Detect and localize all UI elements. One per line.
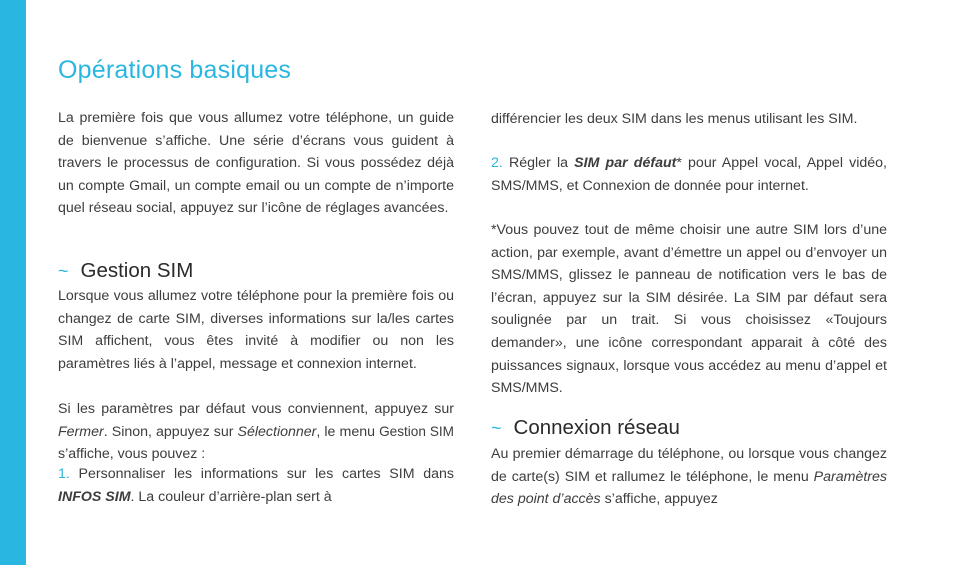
gestion-paragraph-1: Lorsque vous allumez votre téléphone pour la première fois ou changez de carte SIM, diverses informations sur la/les cartes SIM affichent, vous êtes invité à modifier ou non les paramètres liés à l’appel, message et connexion internet. xyxy=(58,288,454,372)
text-run: * pour Appel vocal, Appel vidéo, SMS/MMS, et Connexion de donnée pour internet. xyxy=(491,155,887,194)
text-run: Régler la xyxy=(502,155,575,171)
text-run: . Sinon, appuyez sur xyxy=(103,423,238,440)
connexion-paragraph xyxy=(491,443,887,511)
list-number: 2. xyxy=(491,155,503,171)
page-title: Opérations basiques xyxy=(58,56,292,84)
intro-paragraph: La première fois que vous allumez votre téléphone, un guide de bienvenue s’affiche. Une série d’écrans vous guident à travers le processus de configuration. Si vous possédez déjà un compte Gmail, un compte email ou un compte de n’importe quel réseau social, appuyez sur l’icône de réglages avancées. xyxy=(58,110,454,217)
gestion-paragraph-2 xyxy=(58,398,454,466)
sidebar-accent-bar xyxy=(0,0,26,565)
heading-text: Gestion SIM xyxy=(80,259,194,282)
tilde-bullet: ~ xyxy=(491,418,502,438)
continued-paragraph: différencier les deux SIM dans les menus utilisant les SIM. xyxy=(491,111,858,127)
text-run: s’affiche, vous pouvez : xyxy=(58,446,206,463)
text-run: s’affiche, appuyez xyxy=(600,491,718,508)
infos-sim-label: INFOS SIM xyxy=(58,488,131,505)
text-run: . La couleur d’arrière-plan sert à xyxy=(130,488,332,505)
list-number: 1. xyxy=(58,466,70,482)
parametres-points-acces-label: Paramètres des point d’accès xyxy=(491,468,887,508)
text-run: , le menu xyxy=(316,423,380,440)
list-item-2 xyxy=(491,152,887,197)
list-item-1 xyxy=(58,463,454,508)
heading-text: Connexion réseau xyxy=(513,416,680,439)
text-run: Si les paramètres par défaut vous conviennent, appuyez sur xyxy=(58,401,454,417)
fermer-label: Fermer xyxy=(58,423,104,440)
tilde-bullet: ~ xyxy=(58,261,69,281)
section-heading-connexion-reseau xyxy=(491,414,680,442)
text-run: Au premier démarrage du téléphone, ou lorsque vous changez de carte(s) SIM et rallumez le téléphone, le menu xyxy=(491,446,887,485)
sim-par-defaut-label: SIM par défaut xyxy=(574,155,677,171)
selectionner-label: Sélectionner xyxy=(237,423,317,440)
section-heading-gestion-sim xyxy=(58,257,193,285)
note-paragraph: *Vous pouvez tout de même choisir une autre SIM lors d’une action, par exemple, avant d’émettre un appel ou d’envoyer un SMS/MMS, glissez le panneau de notification vers le bas de l’écran, appuyez sur la SIM désirée. La SIM par défaut sera soulignée par un trait. Si vous choisissez «Toujours demander», une icône correspondant apparait à côté des puissances signaux, lorsque vous accédez au menu d’appel et SMS/MMS. xyxy=(491,222,887,397)
gestion-sim-menu-label: Gestion SIM xyxy=(379,423,454,439)
text-run: Personnaliser les informations sur les cartes SIM dans xyxy=(69,466,454,482)
